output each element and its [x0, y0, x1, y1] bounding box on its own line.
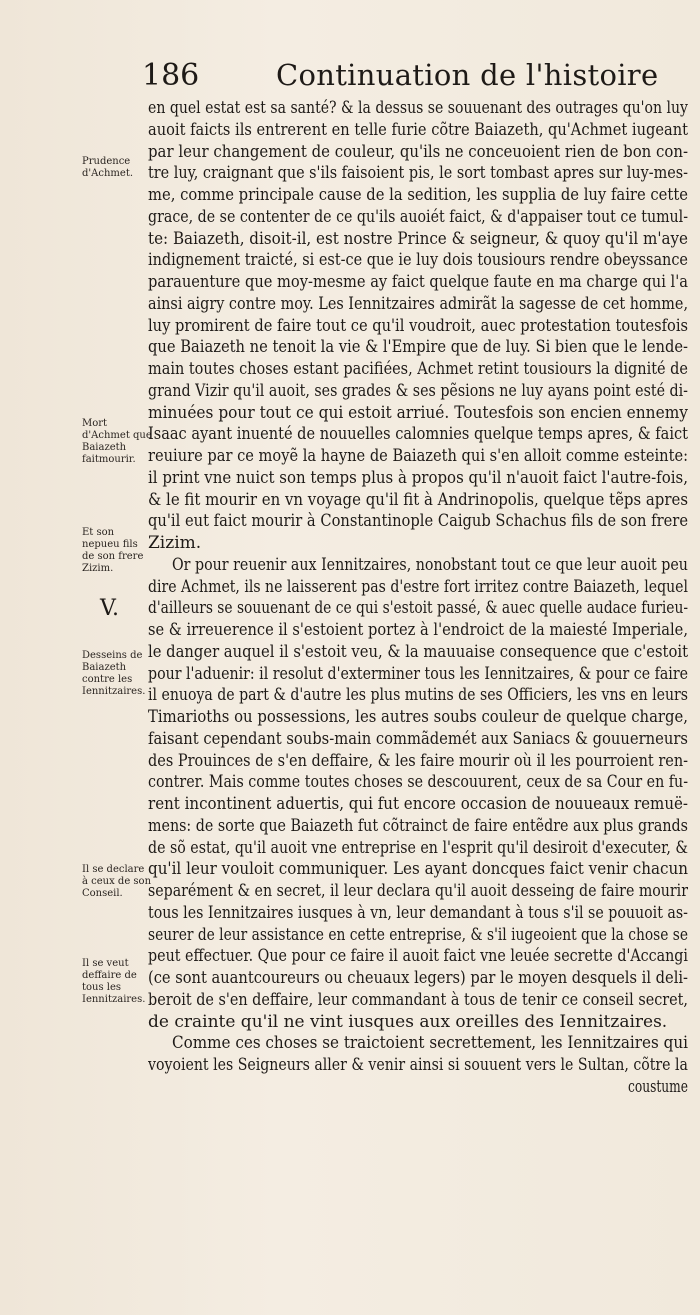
margin-note-nepueu: Et son nepueu fils de son frere Zizim. [82, 527, 144, 574]
page-number: 186 [142, 58, 200, 93]
text-line: separément & en secret, il leur declara qu'il auoit desseing de faire mourir [148, 881, 688, 901]
text-line: & le fit mourir en vn voyage qu'il fit à Andrinopolis, quelque tẽps apres [148, 489, 688, 510]
text-line: reuiure par ce moyẽ la hayne de Baiazeth qui s'en alloit comme esteinte: [148, 446, 688, 466]
margin-note-prudence: Prudence d'Achmet. [82, 156, 134, 179]
text-line: Isaac ayant inuenté de nouuelles calomnies quelque temps apres, & faict [148, 424, 688, 445]
page-header [0, 58, 700, 98]
text-line: te: Baiazeth, disoit-il, est nostre Prince & seigneur, & quoy qu'il m'aye [148, 228, 688, 249]
text-line: Or pour reuenir aux Iennitzaires, nonobstant tout ce que leur auoit peu [172, 554, 688, 575]
text-line: ainsi aigry contre moy. Les Iennitzaires admirãt la sagesse de cet homme, [148, 293, 688, 314]
text-line: tous les Iennitzaires iusques à vn, leur demandant à tous s'il se pouuoit as- [148, 902, 688, 923]
section-marker: V. [100, 596, 120, 621]
text-line: en quel estat est sa santé? & la dessus se souuenant des outrages qu'on luy [148, 98, 688, 118]
text-line: que Baiazeth ne tenoit la vie & l'Empire que de luy. Si bien que le lende- [148, 337, 688, 358]
text-line: Zizim. [148, 533, 202, 553]
margin-note-conseil: Il se declare à ceux de son Conseil. [82, 864, 152, 899]
text-line: coustume [628, 1076, 688, 1097]
text-line: Comme ces choses se traictoient secrettement, les Iennitzaires qui [172, 1033, 688, 1054]
text-line: pour l'aduenir: il resolut d'exterminer tous les Iennitzaires, & pour ce faire [148, 663, 688, 684]
text-line: faisant cependant soubs-main commãdemét aux Saniacs & gouuerneurs [148, 728, 688, 749]
text-line: (ce sont auantcoureurs ou cheuaux legers) par le moyen desquels il deli- [148, 968, 688, 988]
text-line: il enuoya de part & d'autre les plus mutins de ses Officiers, les vns en leurs [148, 685, 688, 706]
text-line: minuées pour tout ce qui estoit arriué. Toutesfois son encien ennemy [148, 402, 688, 423]
text-line: le danger auquel il s'estoit veu, & la mauuaise consequence que c'estoit [148, 641, 688, 662]
text-line: Timarioths ou possessions, les autres soubs couleur de quelque charge, [148, 707, 688, 727]
running-title: Continuation de l'histoire [276, 58, 659, 92]
text-line: de crainte qu'il ne vint iusques aux oreilles des Iennitzaires. [148, 1011, 668, 1032]
text-line: qu'il eut faict mourir à Constantinople Caigub Schachus fils de son frere [148, 511, 688, 532]
text-line: grand Vizir qu'il auoit, ses grades & ses pẽsions ne luy ayans point esté di- [148, 380, 688, 401]
text-line: beroit de s'en deffaire, leur commandant à tous de tenir ce conseil secret, [148, 989, 688, 1010]
text-line: me, comme principale cause de la sedition, les supplia de luy faire cette [148, 185, 688, 205]
body-text [148, 98, 688, 1099]
text-line: mens: de sorte que Baiazeth fut cõtrainct de faire entẽdre aux plus grands [148, 815, 688, 836]
text-line: main toutes choses estant pacifiées, Achmet retint tousiours la dignité de [148, 359, 688, 379]
text-line: luy promirent de faire tout ce qu'il voudroit, auec protestation toutesfois [148, 315, 688, 336]
text-line: peut effectuer. Que pour ce faire il auoit faict vne leuée secrette d'Accangi [148, 946, 688, 967]
text-line: grace, de se contenter de ce qu'ils auoiét faict, & d'appaiser tout ce tumul- [148, 206, 688, 227]
text-line: d'ailleurs se souuenant de ce qui s'estoit passé, & auec quelle audace furieu- [148, 598, 688, 619]
margin-note-deffaire: Il se veut deffaire de tous les Iennitzaires. [82, 958, 146, 1005]
text-line: parauenture que moy-mesme ay faict quelque faute en ma charge qui l'a [148, 272, 688, 292]
text-line: dire Achmet, ils ne laisserent pas d'estre fort irritez contre Baiazeth, lequel [148, 576, 688, 597]
text-line: rent incontinent aduertis, qui fut encore occasion de nouueaux remuë- [148, 794, 688, 814]
text-line: il print vne nuict son temps plus à propos qu'il n'auoit faict l'autre-fois, [148, 467, 688, 488]
text-line: voyoient les Seigneurs aller & venir ainsi si souuent vers le Sultan, cõtre la [148, 1055, 688, 1075]
text-line: tre luy, craignant que s'ils faisoient pis, le sort tombast apres sur luy-mes- [148, 163, 688, 184]
text-line: seurer de leur assistance en cette entreprise, & s'il iugeoient que la chose se [148, 924, 688, 945]
text-line: des Prouinces de s'en deffaire, & les faire mourir où il les pourroient ren- [148, 750, 688, 771]
margin-note-desseins: Desseins de Baiazeth contre les Iennitzaires. [82, 650, 146, 697]
text-line: auoit faicts ils entrerent en telle furie cõtre Baiazeth, qu'Achmet iugeant [148, 119, 688, 140]
text-line: contrer. Mais comme toutes choses se descouurent, ceux de sa Cour en fu- [148, 772, 688, 793]
text-line: indignement traicté, si est-ce que ie luy dois tousiours rendre obeyssance [148, 250, 688, 271]
text-line: de sõ estat, qu'il auoit vne entreprise en l'esprit qu'il desiroit d'executer, & [148, 837, 688, 858]
margin-note-mort-achmet: Mort d'Achmet que Baiazeth faitmourir. [82, 418, 152, 465]
text-line: se & irreuerence il s'estoient portez à l'endroict de la maiesté Imperiale, [148, 620, 688, 640]
text-line: qu'il leur vouloit communiquer. Les ayant doncques faict venir chacun [148, 859, 688, 880]
text-line: par leur changement de couleur, qu'ils ne conceuoient rien de bon con- [148, 141, 688, 162]
